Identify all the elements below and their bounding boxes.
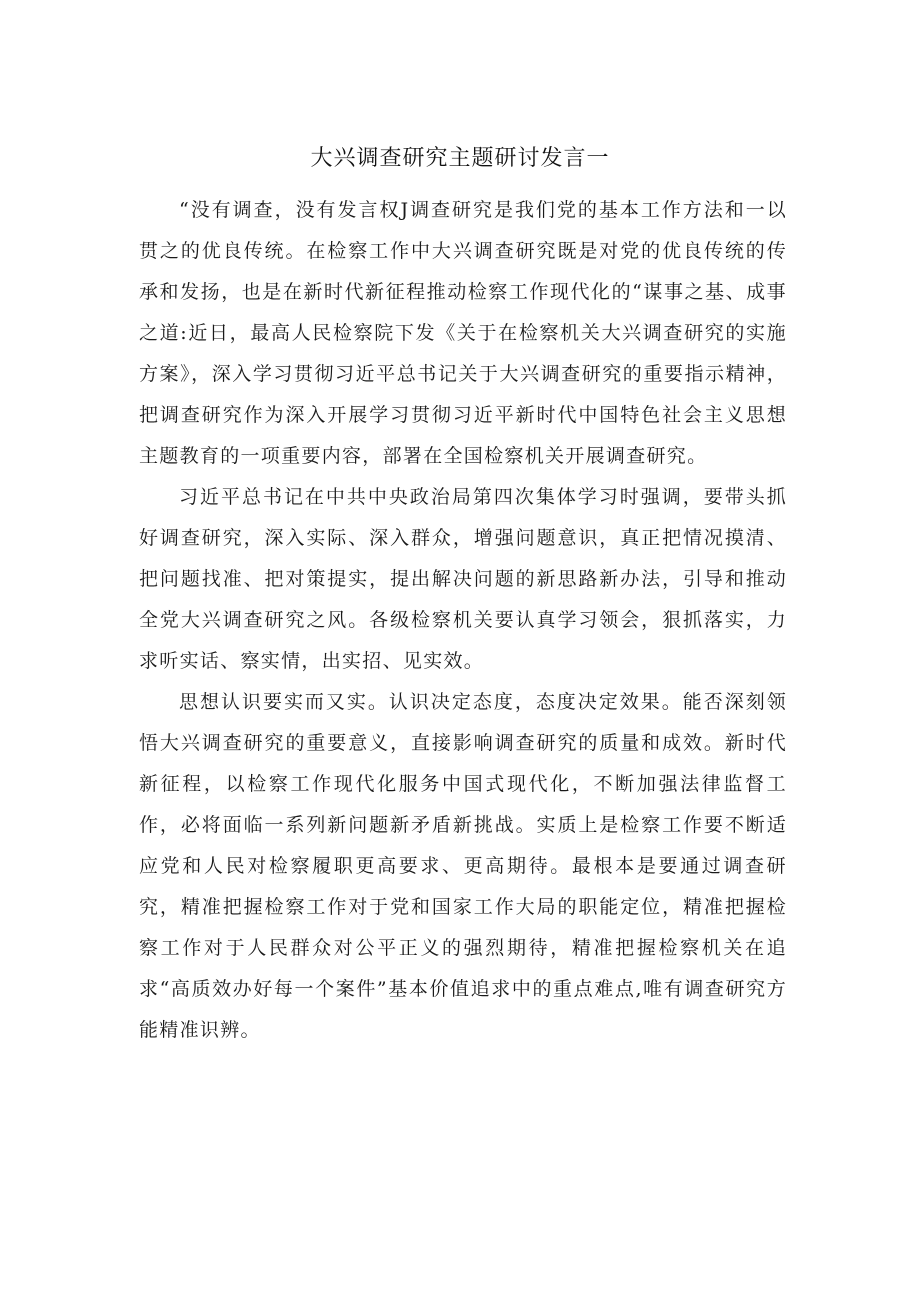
document-title: 大兴调查研究主题研讨发言一	[310, 146, 610, 171]
document-body	[139, 190, 787, 1051]
paragraph-3: 思想认识要实而又实。认识决定态度，态度决定效果。能否深刻领悟大兴调查研究的重要意义，直接影响调查研究的质量和成效。新时代新征程，以检察工作现代化服务中国式现代化，不断加强法律监督工作，必将面临一系列新问题新矛盾新挑战。实质上是检察工作要不断适应党和人民对检察履职更高要求、更高期待。最根本是要通过调查研究，精准把握检察工作对于党和国家工作大局的职能定位，精准把握检察工作对于人民群众对公平正义的强烈期待，精准把握检察机关在追求“高质效办好每一个案件”基本价值追求中的重点难点,唯有调查研究方能精准识辨。	[139, 691, 787, 1041]
paragraph-2: 习近平总书记在中共中央政治局第四次集体学习时强调，要带头抓好调查研究，深入实际、深入群众，增强问题意识，真正把情况摸清、把问题找准、把对策提实，提出解决问题的新思路新办法，引导和推动全党大兴调查研究之风。各级检察机关要认真学习领会，狠抓落实，力求听实话、察实情，出实招、见实效。	[139, 486, 787, 672]
paragraph-1: “没有调查，没有发言权J调查研究是我们党的基本工作方法和一以贯之的优良传统。在检察工作中大兴调查研究既是对党的优良传统的传承和发扬，也是在新时代新征程推动检察工作现代化的“谋事之基、成事之道:近日，最高人民检察院下发《关于在检察机关大兴调查研究的实施方案》，深入学习贯彻习近平总书记关于大兴调查研究的重要指示精神，把调查研究作为深入开展学习贯彻习近平新时代中国特色社会主义思想主题教育的一项重要内容，部署在全国检察机关开展调查研究。	[139, 199, 787, 467]
